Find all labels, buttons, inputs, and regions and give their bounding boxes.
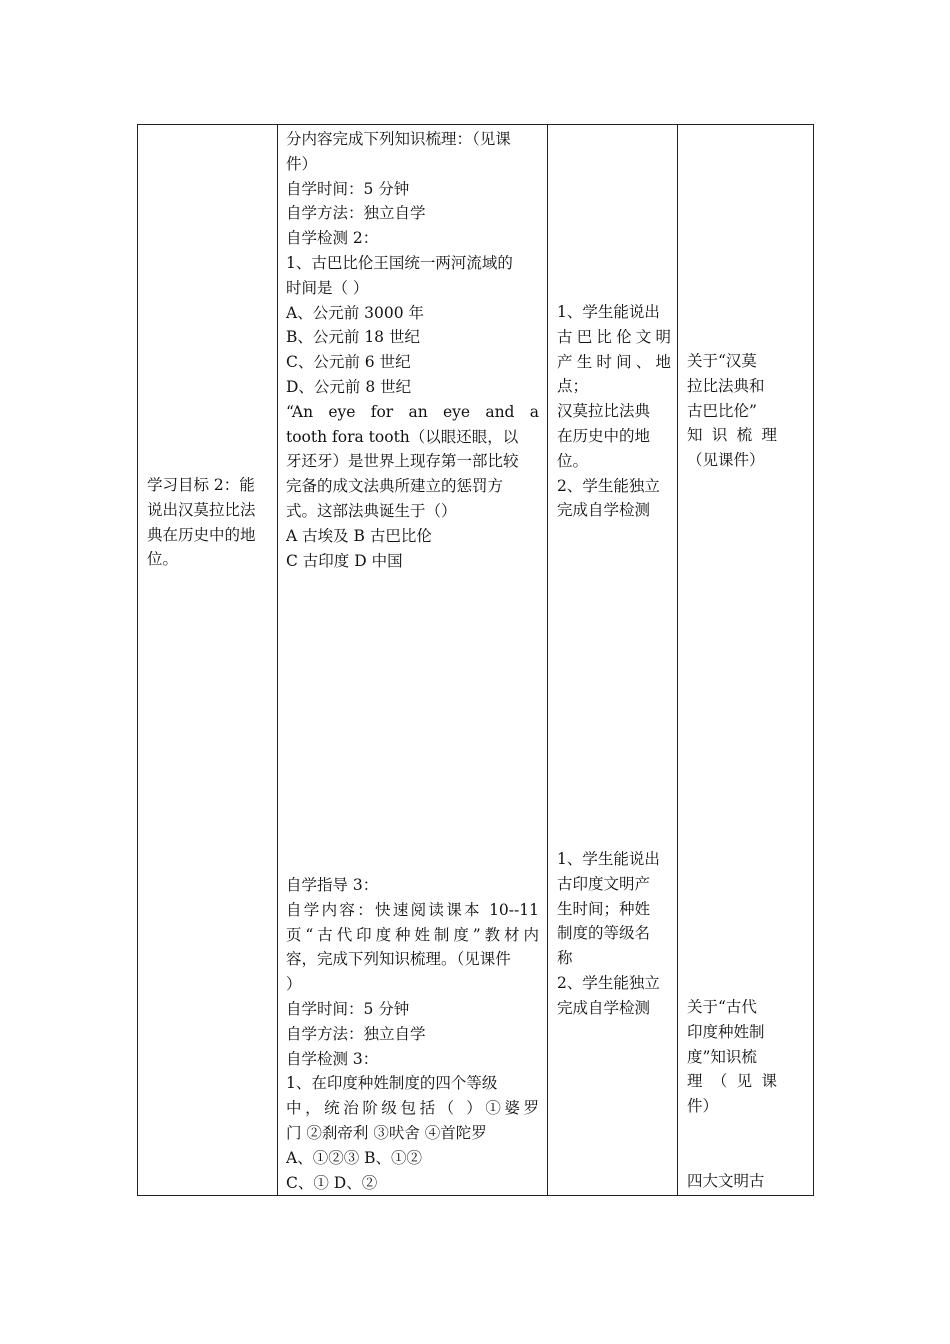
- learning-goals-babylon: [557, 300, 671, 523]
- goals-cell: [548, 125, 678, 1196]
- text-line: 1、古巴比伦王国统一两河流域的: [286, 253, 513, 272]
- text-line: 2、学生能独立: [557, 476, 660, 495]
- text-line: 度”知识梳: [687, 1047, 757, 1066]
- text-line: 古巴比伦”: [687, 401, 757, 420]
- activities-cell: [278, 125, 548, 1196]
- text-line: 知 识 梳 理: [687, 426, 777, 445]
- text-line: 关于“古代: [687, 998, 757, 1016]
- self-study-guide-3: [286, 873, 539, 1195]
- text-line: 制度的等级名: [557, 924, 651, 943]
- text-line: 完成自学检测: [557, 501, 651, 520]
- text-line: 古巴比伦文明: [557, 327, 671, 346]
- text-line: 在历史中的地: [557, 426, 651, 445]
- text-line: 完备的成文法典所建立的惩罚方: [286, 477, 504, 496]
- notes-hammurabi: [687, 349, 777, 473]
- notes-cell: [678, 125, 814, 1196]
- text-line: 位。: [557, 451, 589, 470]
- text-line: A、①②③ B、①②: [286, 1148, 423, 1167]
- text-line: ）: [286, 975, 302, 994]
- text-line: 2、学生能独立: [557, 973, 660, 992]
- text-line: C、① D、②: [286, 1173, 378, 1192]
- text-line: 自学指导 3：: [286, 876, 379, 894]
- text-line: 式。这部法典诞生于（）: [286, 501, 457, 520]
- text-line: C 古印度 D 中国: [286, 551, 403, 570]
- text-line: 件）: [286, 154, 318, 173]
- text-line: tooth fora tooth（以眼还眼，以: [286, 427, 519, 446]
- text-line: 中，统治阶级包括（ ）①婆罗: [286, 1099, 539, 1118]
- notes-four-civilizations: [687, 1169, 777, 1194]
- learning-goals-india: [557, 847, 671, 1021]
- text-line: 自学时间：5 分钟: [286, 999, 410, 1018]
- text-line: 理 （ 见 课: [687, 1072, 777, 1091]
- text-line: 1、学生能说出: [557, 303, 660, 321]
- objective-cell: [138, 125, 278, 1196]
- text-line: A 古埃及 B 古巴比伦: [286, 526, 432, 545]
- text-line: 自学检测 2：: [286, 229, 379, 248]
- text-line: 1、学生能说出: [557, 850, 660, 868]
- text-line: 1、在印度种姓制度的四个等级: [286, 1074, 498, 1093]
- objective-text: [147, 473, 271, 572]
- text-line: 自学方法：独立自学: [286, 204, 426, 223]
- text-line: 典在历史中的地: [147, 525, 256, 544]
- text-line: C、公元前 6 世纪: [286, 353, 411, 372]
- text-line: 件）: [687, 1097, 719, 1116]
- text-line: 自学方法：独立自学: [286, 1024, 426, 1043]
- text-line: 时间是（ ）: [286, 278, 369, 297]
- text-line: （见课件）: [687, 451, 765, 470]
- text-line: 学习目标 2：能: [147, 476, 255, 494]
- text-line: 汉莫拉比法典: [557, 402, 651, 421]
- text-line: 自学时间：5 分钟: [286, 179, 410, 198]
- text-line: 门 ②刹帝利 ③吠舍 ④首陀罗: [286, 1123, 487, 1142]
- text-line: 印度种姓制: [687, 1022, 765, 1041]
- text-line: 页“古代印度种姓制度”教材内: [286, 925, 539, 944]
- text-line: 说出汉莫拉比法: [147, 500, 256, 519]
- text-line: D、公元前 8 世纪: [286, 377, 412, 396]
- text-line: 位。: [147, 550, 179, 569]
- text-line: 古印度文明产: [557, 874, 651, 893]
- text-line: 生时间；种姓: [557, 899, 651, 918]
- notes-caste: [687, 995, 777, 1119]
- lesson-plan-table: [137, 124, 814, 1196]
- text-line: 完成自学检测: [557, 998, 651, 1017]
- text-line: 自学检测 3：: [286, 1049, 379, 1068]
- self-study-guide-2: [286, 127, 539, 573]
- text-line: 自学内容：快速阅读课本 10--11: [286, 900, 539, 919]
- text-line: 称: [557, 949, 573, 968]
- text-line: B、公元前 18 世纪: [286, 328, 420, 347]
- text-line: 容，完成下列知识梳理。（见课件: [286, 950, 511, 969]
- text-line: 产生时间、地: [557, 352, 671, 371]
- text-line: 四大文明古: [687, 1172, 765, 1190]
- text-line: “An eye for an eye and a: [286, 402, 539, 421]
- text-line: 关于“汉莫: [687, 352, 757, 370]
- text-line: 分内容完成下列知识梳理：（见课: [286, 130, 511, 148]
- text-line: 牙还牙）是世界上现存第一部比较: [286, 452, 519, 471]
- text-line: 拉比法典和: [687, 376, 765, 395]
- text-line: A、公元前 3000 年: [286, 303, 424, 322]
- text-line: 点；: [557, 377, 589, 396]
